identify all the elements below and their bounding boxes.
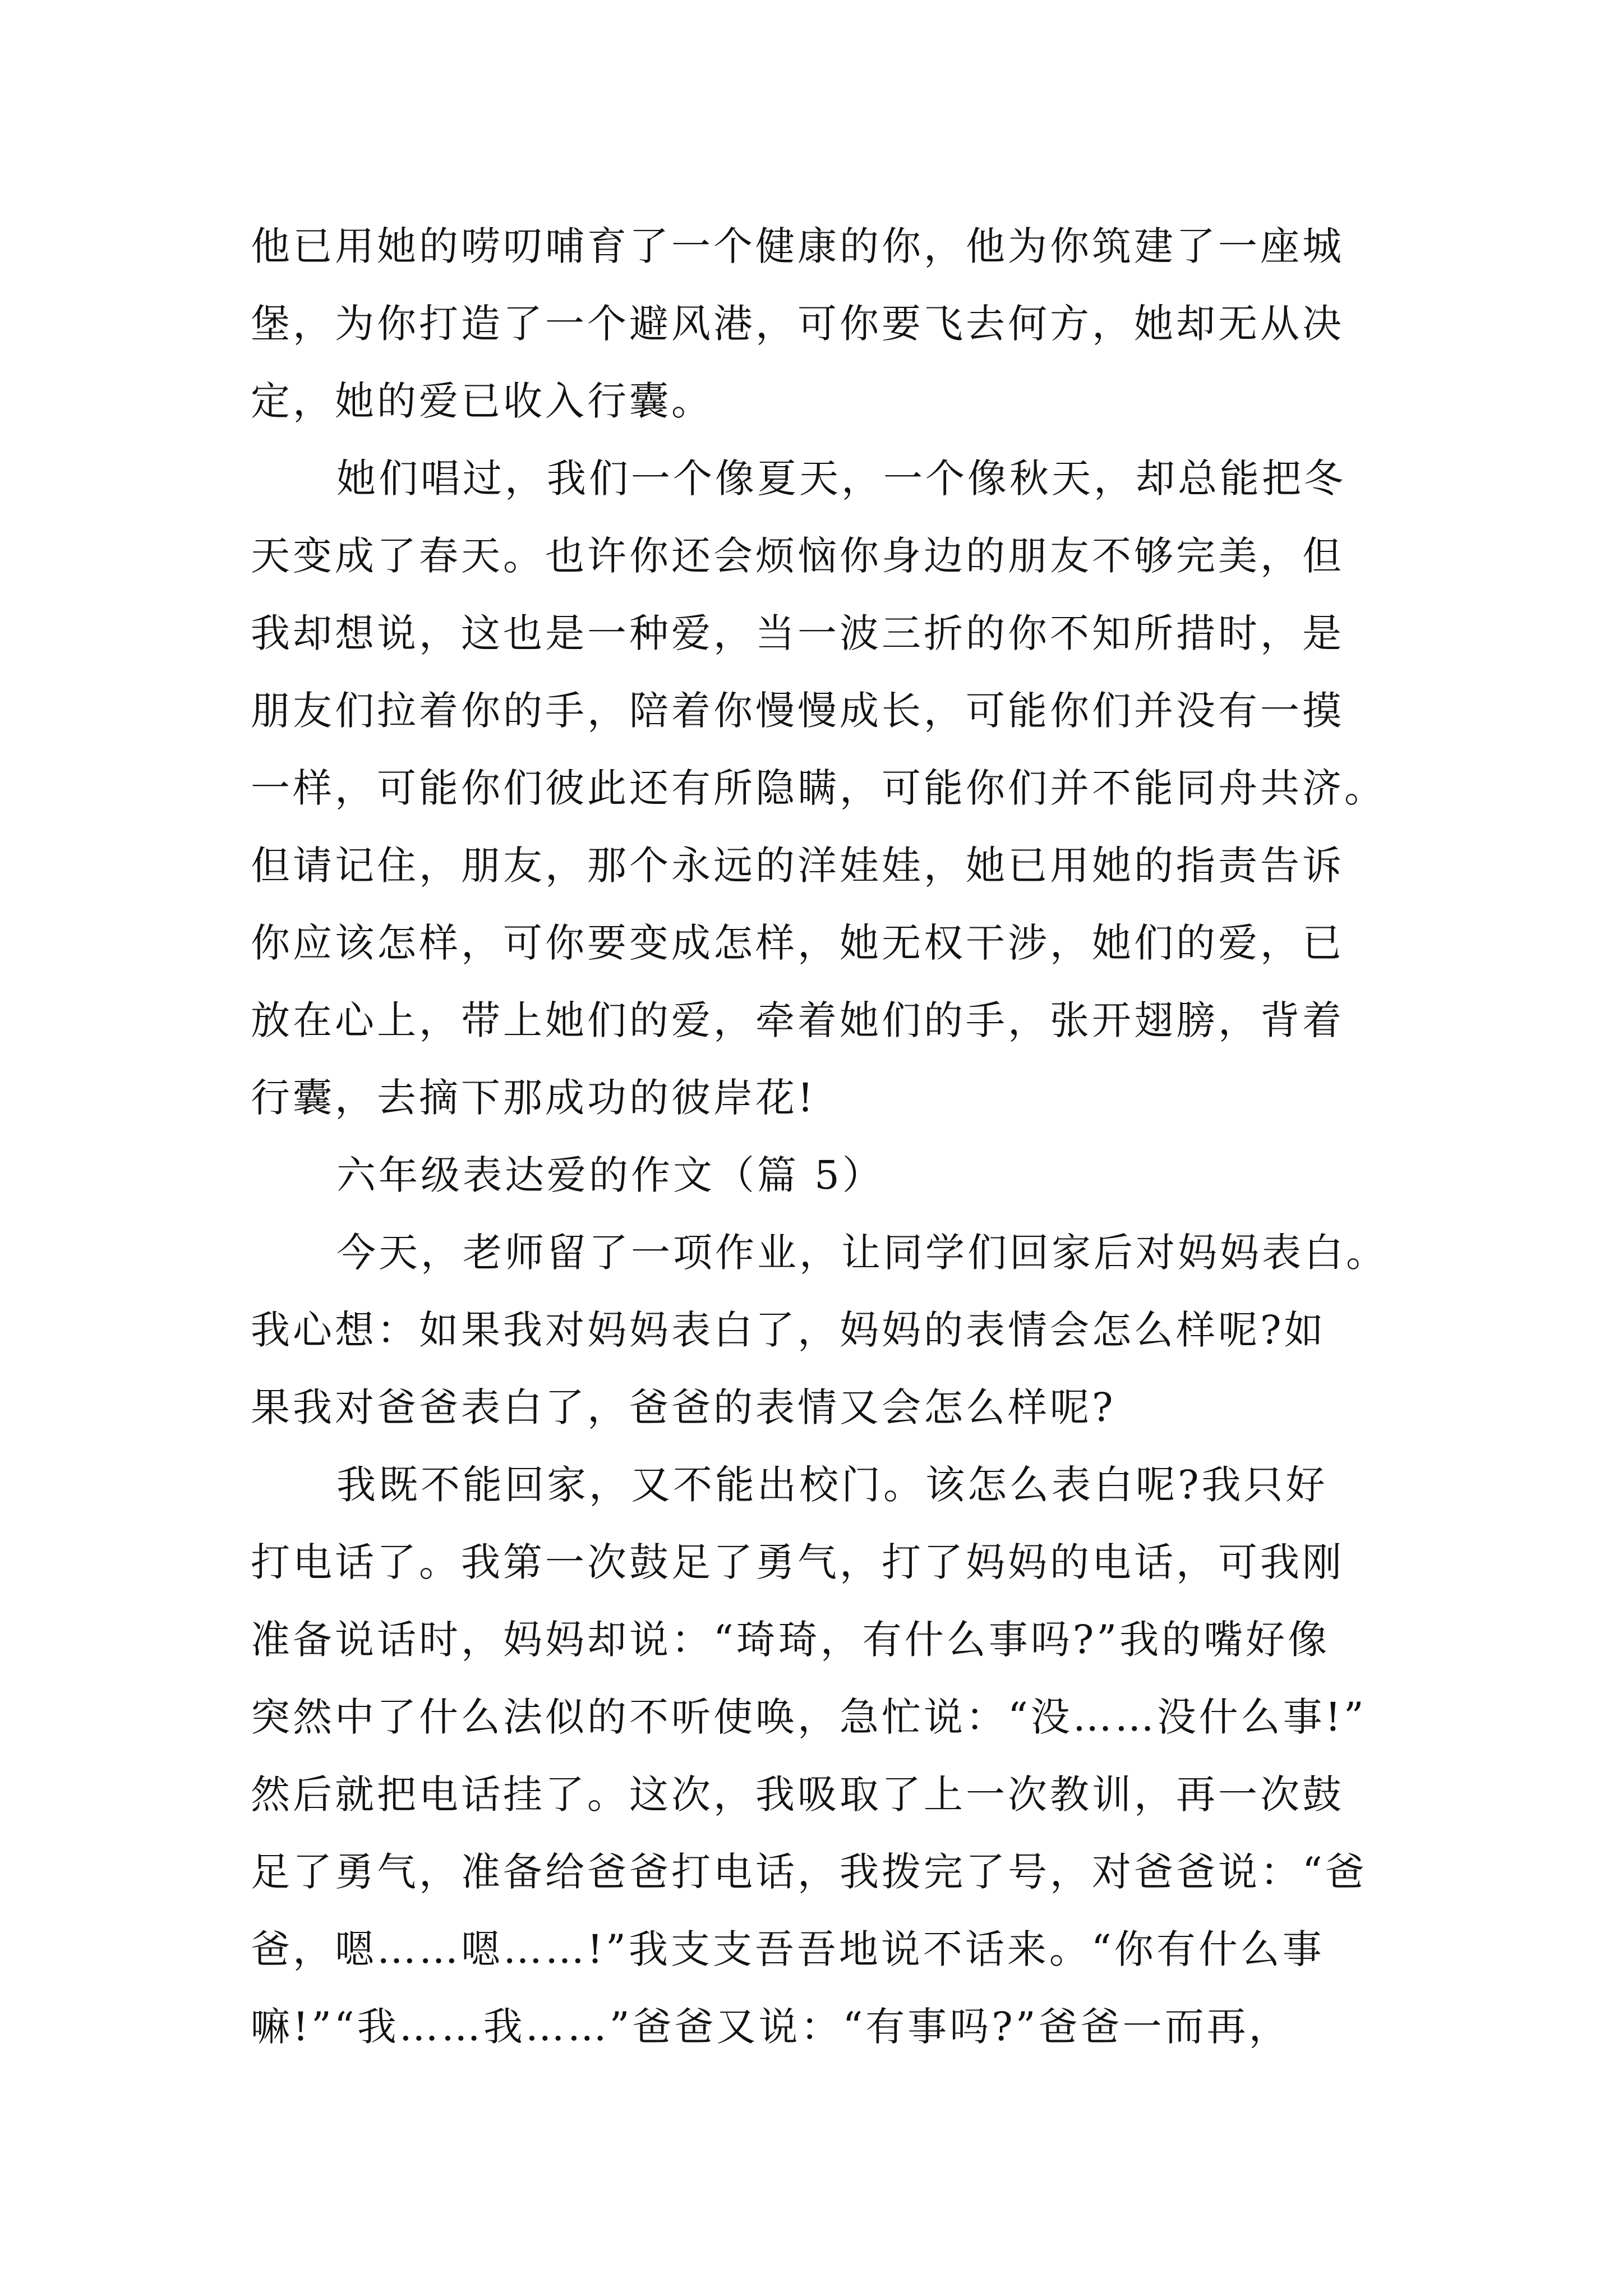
text-line: 朋友们拉着你的手，陪着你慢慢成长，可能你们并没有一摸 <box>251 688 1344 734</box>
text-line: 他已用她的唠叨哺育了一个健康的你，他为你筑建了一座城 <box>251 223 1344 269</box>
paragraph-start-line: 我既不能回家，又不能出校门。该怎么表白呢?我只好 <box>336 1462 1328 1508</box>
section-heading: 六年级表达爱的作文（篇 5） <box>336 1152 884 1198</box>
text-line: 堡，为你打造了一个避风港，可你要飞去何方，她却无从决 <box>251 301 1344 347</box>
text-line: 果我对爸爸表白了，爸爸的表情又会怎么样呢? <box>251 1384 1116 1430</box>
text-line: 打电话了。我第一次鼓足了勇气，打了妈妈的电话，可我刚 <box>251 1539 1344 1585</box>
text-line: 但请记住，朋友，那个永远的洋娃娃，她已用她的指责告诉 <box>251 843 1344 889</box>
text-line: 足了勇气，准备给爸爸打电话，我拨完了号，对爸爸说：“爸 <box>251 1849 1367 1895</box>
text-line: 一样，可能你们彼此还有所隐瞒，可能你们并不能同舟共济。 <box>251 765 1386 811</box>
text-line: 嘛!”“我……我……”爸爸又说：“有事吗?”爸爸一而再， <box>251 2004 1291 2050</box>
text-line: 行囊，去摘下那成功的彼岸花! <box>251 1075 817 1121</box>
text-line: 我心想：如果我对妈妈表白了，妈妈的表情会怎么样呢?如 <box>251 1307 1326 1353</box>
document-body <box>251 208 1388 2065</box>
text-line: 爸，嗯……嗯……!”我支支吾吾地说不话来。“你有什么事 <box>251 1926 1325 1972</box>
paragraph-start-line: 今天，老师留了一项作业，让同学们回家后对妈妈表白。 <box>336 1230 1388 1276</box>
text-line: 你应该怎样，可你要变成怎样，她无权干涉，她们的爱，已 <box>251 920 1344 966</box>
text-line: 我却想说，这也是一种爱，当一波三折的你不知所措时，是 <box>251 610 1344 656</box>
paragraph-start-line: 她们唱过，我们一个像夏天，一个像秋天，却总能把冬 <box>336 455 1346 501</box>
text-line: 定，她的爱已收入行囊。 <box>251 378 713 424</box>
text-line: 然后就把电话挂了。这次，我吸取了上一次教训，再一次鼓 <box>251 1772 1344 1818</box>
text-line: 突然中了什么法似的不听使唤，急忙说：“没……没什么事!” <box>251 1694 1367 1740</box>
text-line: 准备说话时，妈妈却说：“琦琦，有什么事吗?”我的嘴好像 <box>251 1617 1330 1663</box>
text-line: 放在心上，带上她们的爱，牵着她们的手，张开翅膀，背着 <box>251 997 1344 1043</box>
text-line: 天变成了春天。也许你还会烦恼你身边的朋友不够完美，但 <box>251 533 1344 579</box>
